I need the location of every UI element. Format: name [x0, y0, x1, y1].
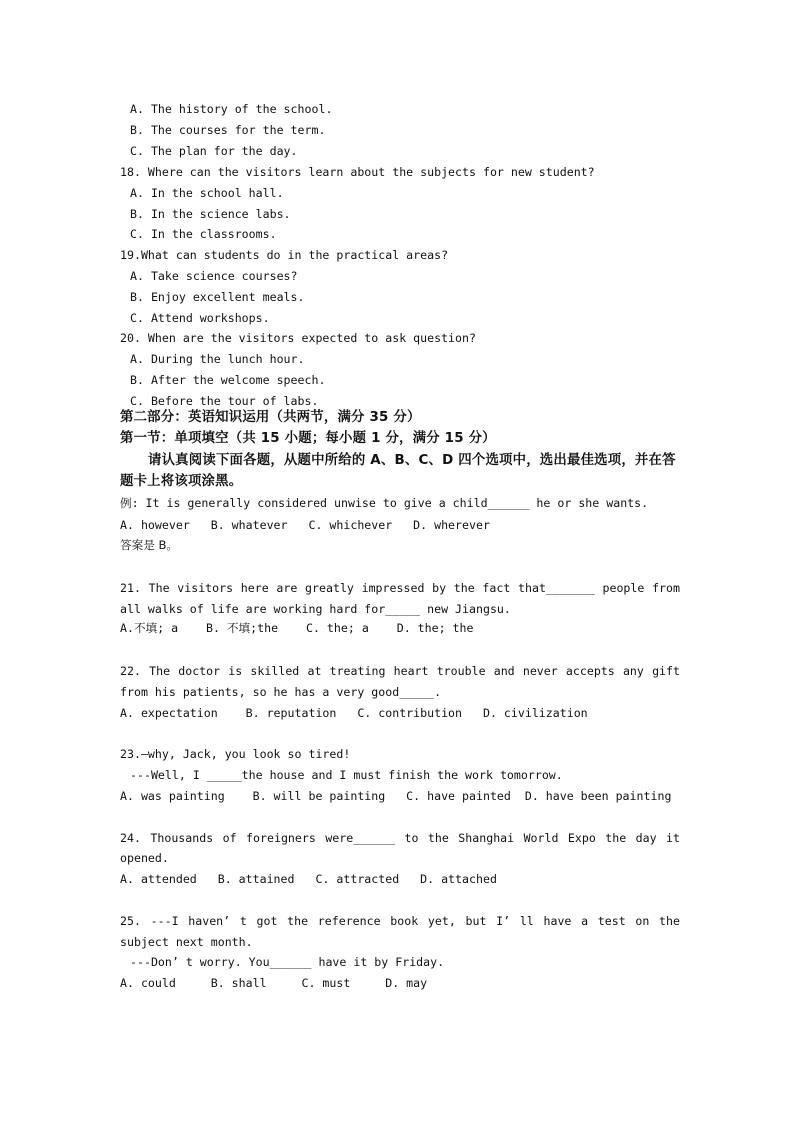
- example-answer: 答案是 B。: [120, 538, 179, 552]
- q21-options: A.不填; a B. 不填;the C. the; a D. the; the: [120, 621, 474, 635]
- q20-option-a: A. During the lunch hour.: [130, 352, 305, 366]
- q17-option-b: B. The courses for the term.: [130, 123, 326, 137]
- q19-option-b: B. Enjoy excellent meals.: [130, 290, 305, 304]
- section1-title: 第一节：单项填空（共 15 小题；每小题 1 分，满分 15 分）: [120, 431, 496, 446]
- q23-line1: 23.—why, Jack, you look so tired!: [120, 747, 351, 761]
- q22-line1: 22. The doctor is skilled at treating heart trouble and never accepts any gift: [120, 664, 680, 678]
- q25-options: A. could B. shall C. must D. may: [120, 976, 428, 990]
- instruction-line2: 题卡上将该项涂黑。: [120, 474, 243, 489]
- q19-stem: 19.What can students do in the practical areas?: [120, 248, 449, 262]
- q25-line3: ---Don’ t worry. You______ have it by Friday.: [130, 955, 445, 969]
- q19-option-a: A. Take science courses?: [130, 269, 298, 283]
- instruction-line1: 请认真阅读下面各题，从题中所给的 A、B、C、D 四个选项中，选出最佳选项，并在答: [148, 453, 676, 468]
- q17-option-c: C. The plan for the day.: [130, 144, 298, 158]
- example-stem: 例: It is generally considered unwise to give a child______ he or she wants.: [120, 496, 649, 510]
- q20-stem: 20. When are the visitors expected to ask question?: [120, 331, 476, 345]
- q20-option-b: B. After the welcome speech.: [130, 373, 326, 387]
- q23-options: A. was painting B. will be painting C. have painted D. have been painting: [120, 789, 672, 803]
- q21-line1: 21. The visitors here are greatly impressed by the fact that_______ people from: [120, 581, 680, 595]
- q17-option-a: A. The history of the school.: [130, 102, 333, 116]
- q24-options: A. attended B. attained C. attracted D. attached: [120, 872, 497, 886]
- q18-stem: 18. Where can the visitors learn about the subjects for new student?: [120, 165, 595, 179]
- q22-options: A. expectation B. reputation C. contribution D. civilization: [120, 706, 588, 720]
- q18-option-b: B. In the science labs.: [130, 207, 291, 221]
- q22-line2: from his patients, so he has a very good_____.: [120, 685, 442, 699]
- q25-line1: 25. ---I haven’ t got the reference book yet, but I’ ll have a test on the: [120, 914, 680, 928]
- q24-line1: 24. Thousands of foreigners were______ to the Shanghai World Expo the day it: [120, 831, 680, 845]
- q25-line2: subject next month.: [120, 935, 253, 949]
- q19-option-c: C. Attend workshops.: [130, 311, 270, 325]
- q18-option-a: A. In the school hall.: [130, 186, 284, 200]
- q21-line2: all walks of life are working hard for_____ new Jiangsu.: [120, 602, 511, 616]
- example-options: A. however B. whatever C. whichever D. wherever: [120, 518, 490, 532]
- q18-option-c: C. In the classrooms.: [130, 227, 277, 241]
- q23-line2: ---Well, I _____the house and I must finish the work tomorrow.: [130, 768, 563, 782]
- part2-title: 第二部分：英语知识运用（共两节，满分 35 分）: [120, 410, 421, 425]
- q20-option-c: C. Before the tour of labs.: [130, 394, 319, 408]
- q24-line2: opened.: [120, 851, 169, 865]
